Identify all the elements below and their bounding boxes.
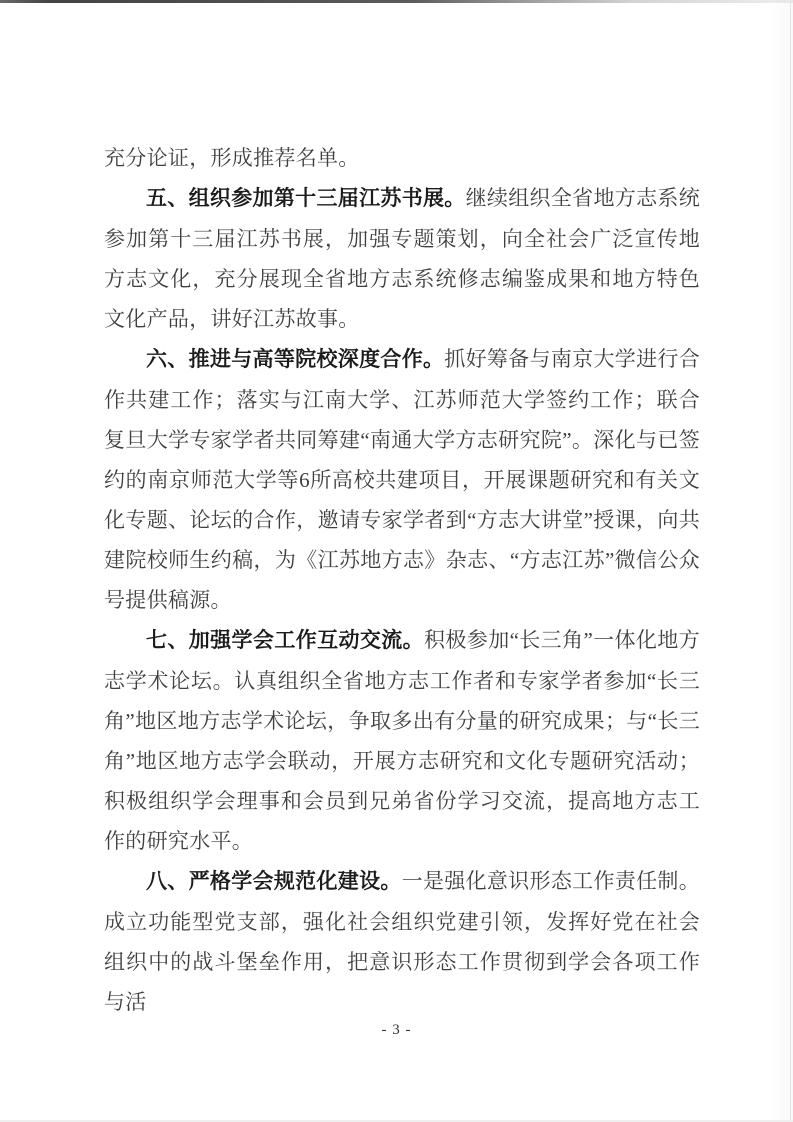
section-heading-6: 六、推进与高等院校深度合作。 (146, 348, 445, 371)
paragraph-section-6 (104, 339, 700, 620)
paragraph-text: 积极参加“长三角”一体化地方志学术论坛。认真组织全省地方志工作者和专家学者参加“长三角”地区地方志学术论坛，争取多出有分量的研究成果；与“长三角”地区地方志学会联动，开展方志研究和文化专题研究活动；积极组织学会理事和会员到兄弟省份学习交流，提高地方志工作的研究水平。 (104, 628, 700, 853)
paragraph-section-7 (104, 620, 700, 861)
section-heading-8: 八、严格学会规范化建设。 (146, 870, 402, 893)
section-heading-7: 七、加强学会工作互动交流。 (146, 629, 425, 652)
paragraph-text: 一是强化意识形态工作责任制。成立功能型党支部，强化社会组织党建引领，发挥好党在社会组织中的战斗堡垒作用，把意识形态工作贯彻到学会各项工作与活 (104, 869, 700, 1014)
scan-artifact-right-edge (790, 0, 791, 1122)
paragraph-text: 继续组织全省地方志系统参加第十三届江苏书展，加强专题策划，向全社会广泛宣传地方志文化，充分展现全省地方志系统修志编鉴成果和地方特色文化产品，讲好江苏故事。 (104, 186, 700, 331)
paragraph-text: 抓好筹备与南京大学进行合作共建工作；落实与江南大学、江苏师范大学签约工作；联合复旦大学专家学者共同筹建“南通大学方志研究院”。深化与已签约的南京师范大学等6所高校共建项目，开展课题研究和有关文化专题、论坛的合作，邀请专家学者到“方志大讲堂”授课，向共建院校师生约稿，为《江苏地方志》杂志、“方志江苏”微信公众号提供稿源。 (104, 347, 700, 612)
paragraph-continuation (104, 138, 700, 178)
page-number: - 3 - (381, 1022, 412, 1038)
document-body (104, 138, 700, 1022)
paragraph-section-8 (104, 861, 700, 1022)
scan-artifact-top-edge (0, 0, 793, 3)
paragraph-text: 充分论证，形成推荐名单。 (104, 146, 360, 170)
section-heading-5: 五、组织参加第十三届江苏书展。 (146, 187, 466, 210)
paragraph-section-5 (104, 178, 700, 339)
